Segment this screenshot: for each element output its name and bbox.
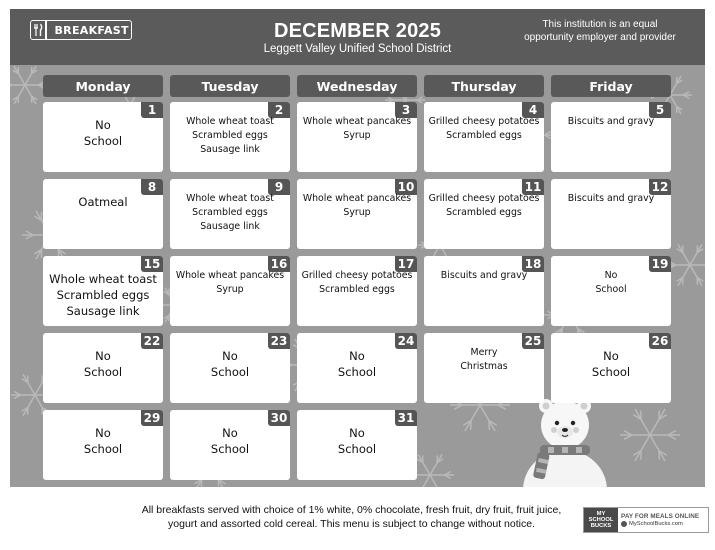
calendar-day-cell [43,256,163,326]
menu-item-line: School [595,284,627,295]
menu-item-line: Scrambled eggs [446,130,522,141]
menu-items [170,425,290,457]
menu-item-line: Whole wheat toast [49,272,157,286]
snowflake-icon [10,66,47,104]
calendar-day-cell [170,256,290,326]
menu-items [43,194,163,210]
menu-item-line: No [95,349,111,363]
day-number: 17 [395,256,417,272]
day-number: 10 [395,179,417,195]
menu-note-line: yogurt and assorted cold cereal. This menu is subject to change without notice. [168,518,535,530]
menu-items [551,269,671,297]
menu-note-line: All breakfasts served with choice of 1% white, 0% chocolate, fresh fruit, dry fruit, fruit juice, [141,504,562,516]
menu-items [424,115,544,143]
menu-item-line: No [604,270,618,281]
menu-item-line: Sausage link [200,221,260,232]
menu-item-line: No [349,349,365,363]
menu-item-line: No [349,426,365,440]
menu-item-line: Grilled cheesy potatoes [301,270,413,281]
menu-item-line: School [591,365,631,379]
menu-item-line: Grilled cheesy potatoes [428,116,540,127]
calendar-day-cell [424,102,544,172]
menu-item-line: No [95,426,111,440]
day-number: 26 [649,333,671,349]
menu-items [170,269,290,297]
equal-opportunity-line: opportunity employer and provider [524,32,676,43]
pay-online-label: PAY FOR MEALS ONLINE [621,513,700,520]
menu-item-line: No [95,118,111,132]
menu-items [551,115,671,129]
snowflake-icon [666,244,705,286]
menu-item-line: Whole wheat pancakes [302,116,412,127]
day-number: 4 [522,102,544,118]
page-header [10,9,705,65]
calendar-day-cell [297,179,417,249]
day-number: 11 [522,179,544,195]
menu-items [43,117,163,149]
calendar-day-cell [297,102,417,172]
calendar-day-cell [297,256,417,326]
day-number: 12 [649,179,671,195]
menu-items [424,192,544,220]
menu-item-line: School [337,365,377,379]
equal-opportunity-note [510,18,690,44]
menu-item-line: Scrambled eggs [446,207,522,218]
menu-item-line: No [222,349,238,363]
day-number: 8 [141,179,163,195]
day-number: 16 [268,256,290,272]
day-header-friday: Friday [551,75,671,97]
equal-opportunity-line: This institution is an equal [542,19,658,30]
calendar-day-cell [43,102,163,172]
menu-item-line: Biscuits and gravy [440,270,528,281]
day-number: 15 [141,256,163,272]
menu-items [551,348,671,380]
day-number: 31 [395,410,417,426]
day-number: 18 [522,256,544,272]
breakfast-badge [30,20,132,40]
calendar-day-cell [43,410,163,480]
badge-label: BREAKFAST [54,23,129,37]
menu-item-line: Sausage link [200,144,260,155]
menu-item-line: Syrup [343,207,371,218]
day-number: 22 [141,333,163,349]
menu-items [297,192,417,220]
calendar-day-cell [551,102,671,172]
calendar-day-cell [43,179,163,249]
menu-items [170,348,290,380]
logo-text-line: SCHOOL [588,516,614,523]
menu-items [297,269,417,297]
menu-item-line: Merry [470,347,498,358]
menu-items [170,192,290,234]
day-number: 30 [268,410,290,426]
menu-item-line: Christmas [460,361,508,372]
menu-item-line: Biscuits and gravy [567,193,655,204]
menu-items [297,425,417,457]
menu-item-line: Sausage link [66,304,140,318]
menu-item-line: Oatmeal [78,195,128,209]
menu-item-line: School [83,442,123,456]
day-number: 24 [395,333,417,349]
menu-items [170,115,290,157]
menu-item-line: Syrup [343,130,371,141]
day-number: 2 [268,102,290,118]
calendar-day-cell [43,333,163,403]
menu-items [43,271,163,319]
globe-icon [621,521,627,527]
logo-text-line: MY [596,510,606,517]
calendar-grid [10,65,705,487]
menu-items [424,346,544,374]
menu-item-line: Grilled cheesy potatoes [428,193,540,204]
calendar-day-cell [551,333,671,403]
calendar-day-cell [170,410,290,480]
menu-item-line: Whole wheat pancakes [175,270,285,281]
menu-items [551,192,671,206]
day-number: 9 [268,179,290,195]
menu-item-line: School [210,442,250,456]
calendar-day-cell [424,179,544,249]
menu-item-line: School [337,442,377,456]
day-header-thursday: Thursday [424,75,544,97]
day-header-monday: Monday [43,75,163,97]
menu-item-line: School [83,134,123,148]
menu-item-line: School [83,365,123,379]
day-header-wednesday: Wednesday [297,75,417,97]
calendar-day-cell [297,410,417,480]
menu-items [297,348,417,380]
site-url: MySchoolBucks.com [629,521,683,527]
calendar-day-cell [170,102,290,172]
calendar-day-cell [297,333,417,403]
day-number: 5 [649,102,671,118]
menu-item-line: Whole wheat pancakes [302,193,412,204]
calendar-day-cell [551,179,671,249]
menu-items [297,115,417,143]
menu-item-line: Scrambled eggs [319,284,395,295]
calendar-day-cell [170,179,290,249]
day-number: 25 [522,333,544,349]
myschoolbucks-logo [584,508,618,532]
page-title: DECEMBER 2025 [273,20,442,42]
calendar-day-cell [551,256,671,326]
menu-item-line: Scrambled eggs [192,207,268,218]
myschoolbucks-banner[interactable] [583,507,709,533]
menu-items [43,348,163,380]
menu-items [43,425,163,457]
menu-item-line: Syrup [216,284,244,295]
day-number: 29 [141,410,163,426]
calendar-day-cell [170,333,290,403]
day-number: 19 [649,256,671,272]
menu-item-line: Scrambled eggs [56,288,150,302]
calendar-day-cell [424,333,544,403]
menu-items [424,269,544,283]
district-name: Leggett Valley Unified School District [263,43,452,55]
menu-item-line: Biscuits and gravy [567,116,655,127]
polar-bear-icon [510,395,620,487]
menu-item-line: School [210,365,250,379]
day-header-tuesday: Tuesday [170,75,290,97]
menu-item-line: No [603,349,619,363]
menu-item-line: Whole wheat toast [186,116,274,127]
menu-item-line: No [222,426,238,440]
day-number: 3 [395,102,417,118]
menu-note [128,503,575,531]
day-number: 23 [268,333,290,349]
menu-item-line: Scrambled eggs [192,130,268,141]
calendar-day-cell [424,256,544,326]
day-number: 1 [141,102,163,118]
logo-text-line: BUCKS [590,523,612,530]
snowflake-icon [620,409,680,461]
fork-knife-icon [31,21,45,39]
menu-item-line: Whole wheat toast [186,193,274,204]
site-link[interactable] [621,521,708,527]
